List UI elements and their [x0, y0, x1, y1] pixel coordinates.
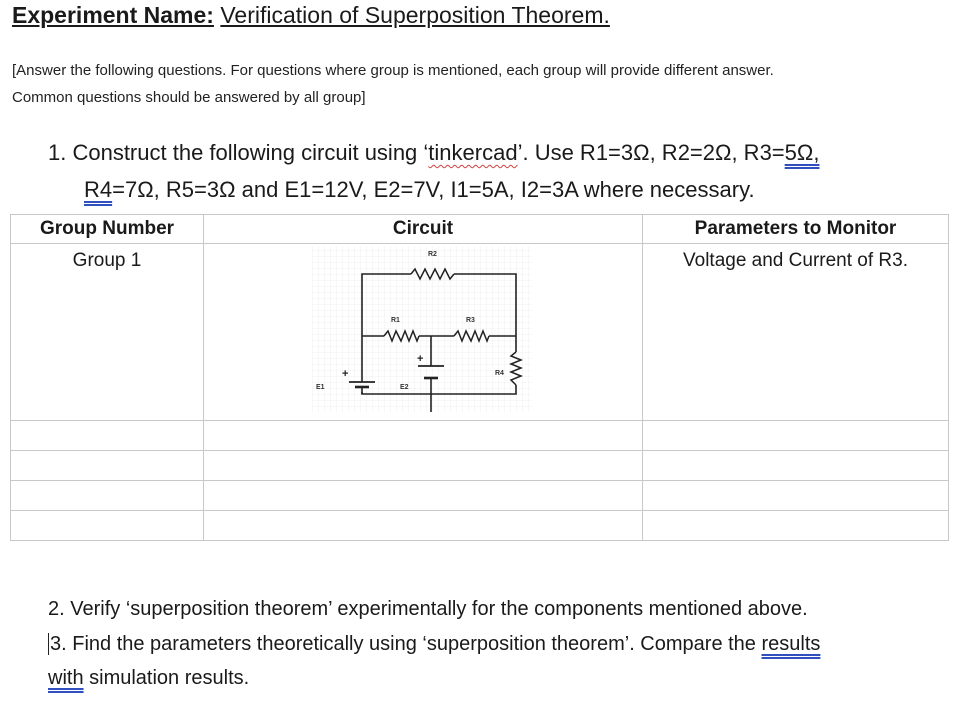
question-3-line-2 — [48, 667, 249, 690]
instructions-line-1: [Answer the following questions. For questions where group is mentioned, each group will provide different answer. — [12, 62, 774, 79]
e1-plus-sign: + — [342, 368, 349, 380]
label-r2: R2 — [428, 251, 437, 258]
label-e2: E2 — [400, 384, 409, 391]
table-row-empty-1 — [11, 421, 949, 451]
question-3-rest: simulation results. — [83, 667, 250, 689]
experiment-name-value: Verification of Superposition Theorem. — [220, 2, 610, 28]
table-row-empty-4 — [11, 511, 949, 541]
question-2: 2. Verify ‘superposition theorem’ experimentally for the components mentioned above. — [48, 598, 808, 620]
grid-background — [312, 246, 532, 412]
question-1-end: 5Ω, — [784, 140, 820, 165]
question-1-line-2 — [84, 177, 755, 203]
question-3-line-1 — [48, 633, 820, 656]
header-parameters: Parameters to Monitor — [643, 215, 949, 244]
cell-group: Group 1 — [11, 244, 204, 421]
e2-plus-sign: + — [417, 353, 424, 365]
label-e1: E1 — [316, 384, 325, 391]
table-header-row — [11, 215, 949, 244]
table-row-empty-3 — [11, 481, 949, 511]
cell-parameters: Voltage and Current of R3. — [643, 244, 949, 421]
header-group-number: Group Number — [11, 215, 204, 244]
question-3-number: 3 — [50, 633, 62, 655]
table-row — [11, 244, 949, 421]
question-1-r4: R4 — [84, 177, 113, 202]
question-1-after: ’. Use R1=3Ω, R2=2Ω, R3= — [517, 140, 785, 165]
label-r4: R4 — [495, 370, 504, 377]
header-circuit: Circuit — [204, 215, 643, 244]
tinkercad-word: tinkercad — [428, 140, 518, 165]
label-r1: R1 — [391, 317, 400, 324]
experiment-name-label: Experiment Name: — [12, 2, 214, 28]
question-3-results: results — [761, 633, 821, 655]
question-1-rest: =7Ω, R5=3Ω and E1=12V, E2=7V, I1=5A, I2=3A where necessary. — [112, 177, 755, 202]
instructions-line-2: Common questions should be answered by all group] — [12, 89, 366, 106]
circuit-diagram — [204, 244, 642, 414]
label-r3: R3 — [466, 317, 475, 324]
experiment-title — [12, 2, 610, 29]
table-row-empty-2 — [11, 451, 949, 481]
question-1-prefix: 1. Construct the following circuit using — [48, 140, 424, 165]
question-1-quote: ‘ — [423, 140, 429, 165]
group-table — [10, 214, 949, 541]
question-3-text: . Find the parameters theoretically using ‘superposition theorem’. Compare the — [61, 633, 762, 655]
question-1-line-1 — [48, 140, 819, 166]
cell-circuit — [204, 244, 643, 421]
question-3-with: with — [48, 667, 84, 689]
